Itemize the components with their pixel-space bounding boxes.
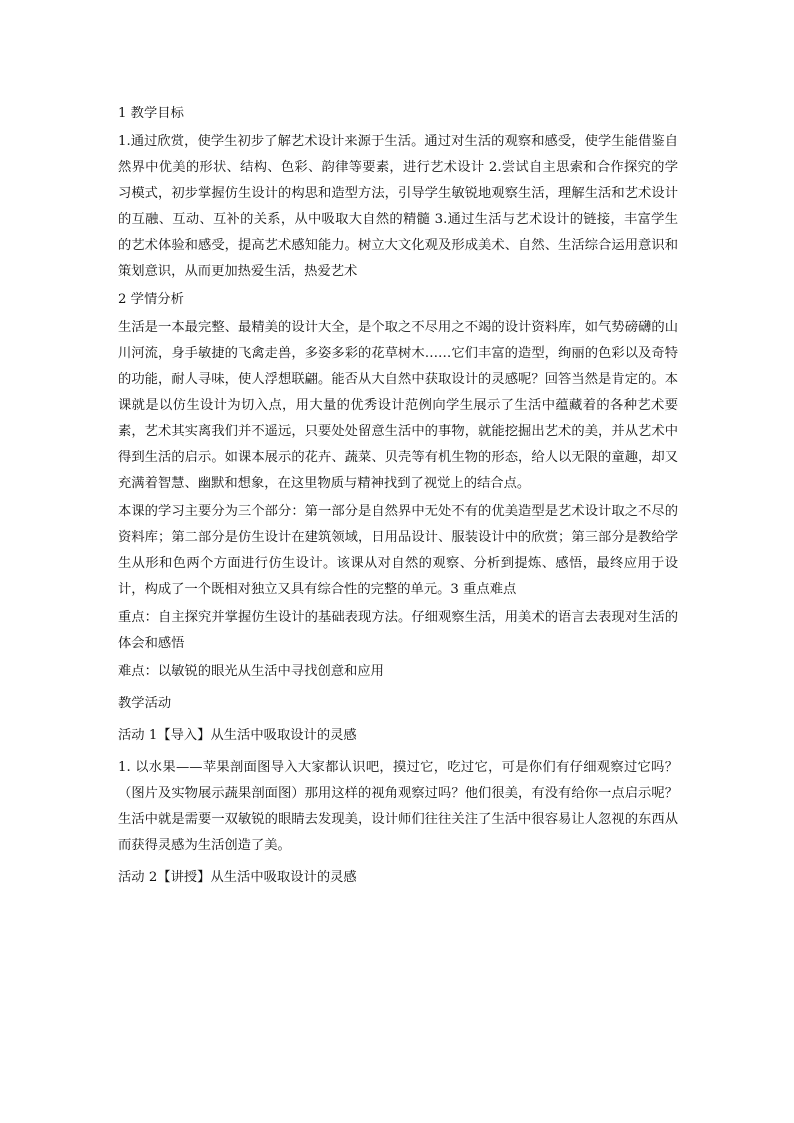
learner-analysis-paragraph-2: 本课的学习主要分为三个部分：第一部分是自然界中无处不有的优美造型是艺术设计取之不尽的资料库；第二部分是仿生设计在建筑领域，日用品设计、服装设计中的欣赏；第三部分是教给学生从形和色两个方面进行仿生设计。该课从对自然的观察、分析到提炼、感悟，最终应用于设计，构成了一个既相对独立又具有综合性的完整的单元。3 重点难点 bbox=[118, 504, 678, 597]
section-heading-teaching-goals: 1 教学目标 bbox=[118, 106, 184, 121]
section-heading-learner-analysis: 2 学情分析 bbox=[118, 292, 184, 307]
section-heading-teaching-activities: 教学活动 bbox=[118, 696, 172, 711]
activity-2-heading: 活动 2【讲授】从生活中吸取设计的灵感 bbox=[118, 870, 357, 885]
teaching-goals-paragraph: 1.通过欣赏，使学生初步了解艺术设计来源于生活。通过对生活的观察和感受，使学生能借鉴自然界中优美的形状、结构、色彩、韵律等要素，进行艺术设计 2.尝试自主思索和合作探究的学习模式，初步掌握仿生设计的构思和造型方法，引导学生敏锐地观察生活，理解生活和艺术设计的互融、互动、互补的关系，从中吸取大自然的精髓 3.通过生活与艺术设计的链接，丰富学生的艺术体验和感受，提高艺术感知能力。树立大文化观及形成美术、自然、生活综合运用意识和策划意识，从而更加热爱生活，热爱艺术 bbox=[118, 134, 678, 279]
difficulty-paragraph: 难点：以敏锐的眼光从生活中寻找创意和应用 bbox=[118, 664, 384, 679]
activity-1-heading: 活动 1【导入】从生活中吸取设计的灵感 bbox=[118, 728, 357, 743]
activity-1-paragraph: 1. 以水果——苹果剖面图导入大家都认识吧，摸过它，吃过它，可是你们有仔细观察过它吗？（图片及实物展示蔬果剖面图）那用这样的视角观察过吗？他们很美，有没有给你一点启示呢？生活中就是需要一双敏锐的眼睛去发现美，设计师们往往关注了生活中很容易让人忽视的东西从而获得灵感为生活创造了美。 bbox=[118, 760, 678, 853]
key-point-paragraph: 重点：自主探究并掌握仿生设计的基础表现方法。仔细观察生活，用美术的语言去表现对生活的体会和感悟 bbox=[118, 610, 678, 651]
document-page bbox=[118, 101, 678, 891]
learner-analysis-paragraph-1: 生活是一本最完整、最精美的设计大全，是个取之不尽用之不竭的设计资料库，如气势磅礴的山川河流，身手敏捷的飞禽走兽，多姿多彩的花草树木……它们丰富的造型，绚丽的色彩以及奇特的功能，耐人寻味，使人浮想联翩。能否从大自然中获取设计的灵感呢？回答当然是肯定的。本课就是以仿生设计为切入点，用大量的优秀设计范例向学生展示了生活中蕴藏着的各种艺术要素，艺术其实离我们并不遥远，只要处处留意生活中的事物，就能挖掘出艺术的美，并从艺术中得到生活的启示。如课本展示的花卉、蔬菜、贝壳等有机生物的形态，给人以无限的童趣，却又充满着智慧、幽默和想象，在这里物质与精神找到了视觉上的结合点。 bbox=[118, 320, 678, 491]
